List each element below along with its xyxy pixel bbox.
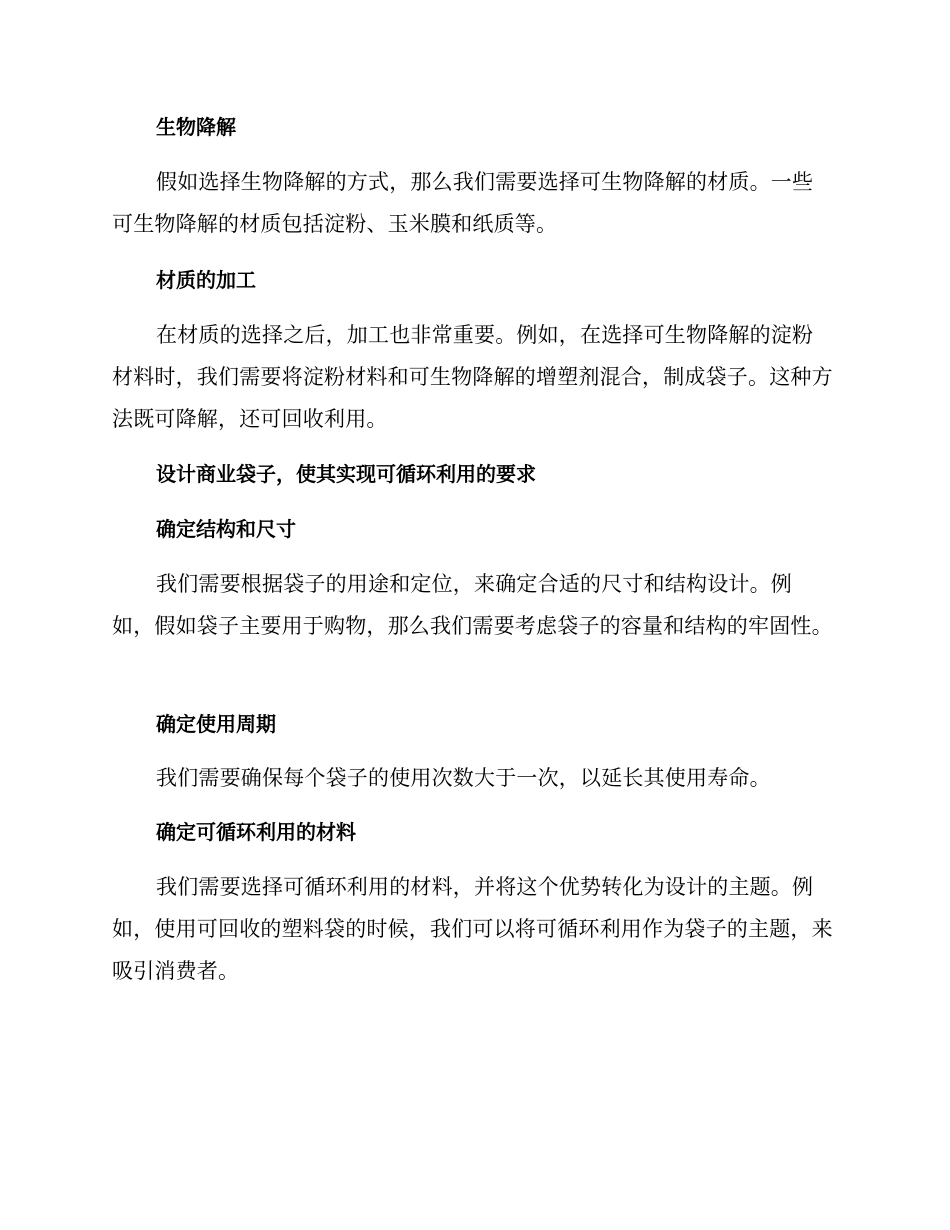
section-heading-recyclable-materials: 确定可循环利用的材料 [156,820,356,844]
paragraph-recyclable-materials: 我们需要选择可循环利用的材料，并将这个优势转化为设计的主题。例如，使用可回收的塑料袋的时候，我们可以将可循环利用作为袋子的主题，来吸引消费者。 [112,875,833,983]
paragraph-material-processing: 在材质的选择之后，加工也非常重要。例如，在选择可生物降解的淀粉材料时，我们需要将淀粉材料和可生物降解的增塑剂混合，制成袋子。这种方法既可降解，还可回收利用。 [112,323,833,431]
section-heading-structure-size: 确定结构和尺寸 [156,517,296,541]
paragraph-biodegradation: 假如选择生物降解的方式，那么我们需要选择可生物降解的材质。一些可生物降解的材质包括淀粉、玉米膜和纸质等。 [112,170,814,236]
section-heading-biodegradation: 生物降解 [156,115,236,139]
section-heading-material-processing: 材质的加工 [156,268,256,292]
section-heading-usage-cycle: 确定使用周期 [156,712,276,736]
section-heading-reusable-design: 设计商业袋子，使其实现可循环利用的要求 [156,462,536,486]
paragraph-usage-cycle: 我们需要确保每个袋子的使用次数大于一次，以延长其使用寿命。 [156,766,771,790]
paragraph-structure-size: 我们需要根据袋子的用途和定位，来确定合适的尺寸和结构设计。例如，假如袋子主要用于购物，那么我们需要考虑袋子的容量和结构的牢固性。 [112,572,833,638]
